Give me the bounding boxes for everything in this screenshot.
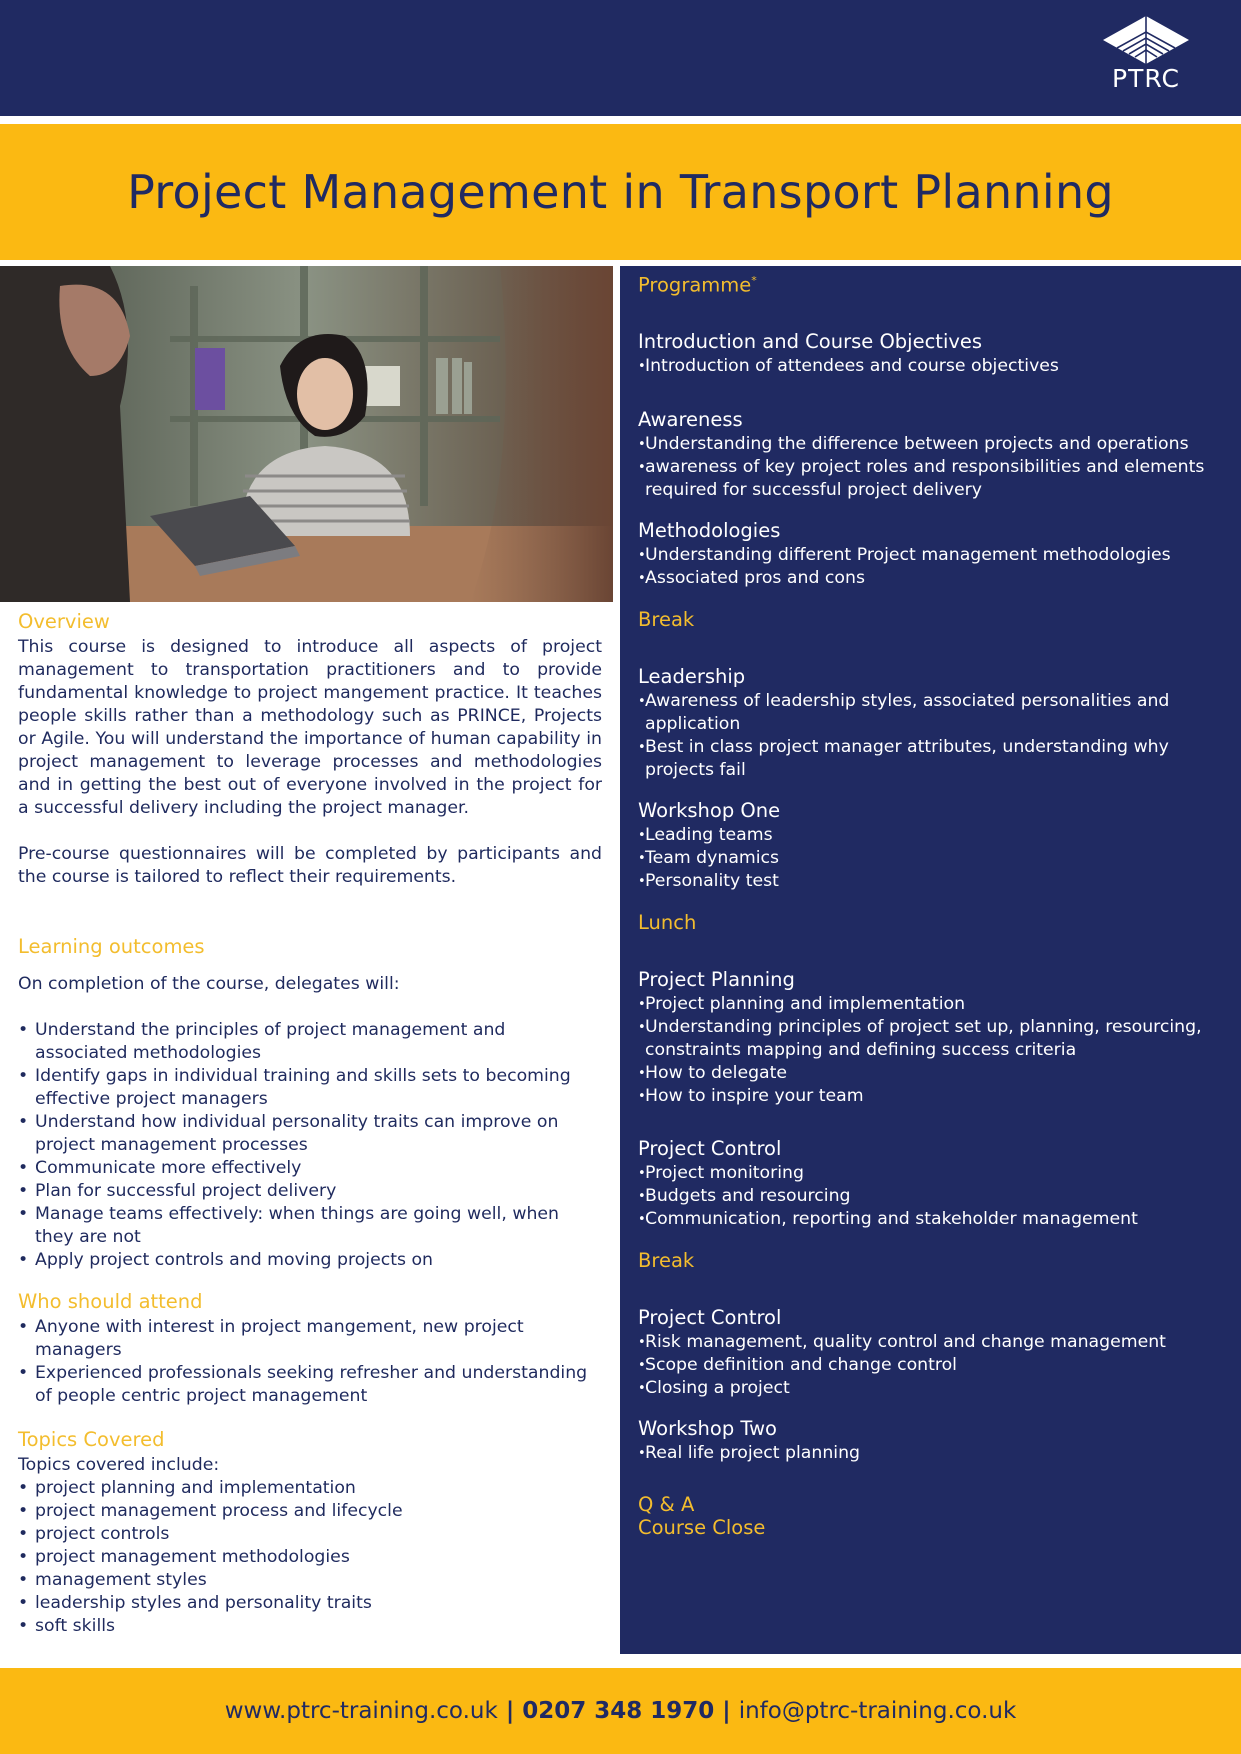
session-control-2-list — [638, 1331, 1228, 1400]
ptrc-logo — [1101, 14, 1191, 98]
asterisk-mark: * — [751, 274, 757, 287]
list-item: • Budgets and resourcing — [638, 1185, 1228, 1208]
logo-pyramid-icon — [1101, 14, 1191, 66]
list-item: • Communication, reporting and stakeholder management — [638, 1208, 1228, 1231]
session-workshop-two-list — [638, 1442, 1228, 1465]
list-item: • Understanding the difference between projects and operations — [638, 433, 1228, 456]
session-workshop-two-title: Workshop Two — [638, 1416, 777, 1440]
list-item: • project controls — [18, 1523, 602, 1546]
programme-heading — [638, 268, 1228, 299]
session-intro-list — [638, 355, 1228, 378]
session-planning-list — [638, 993, 1228, 1108]
list-item: • How to delegate — [638, 1062, 1228, 1085]
list-item: • Understand how individual personality traits can improve on project management processes — [18, 1111, 602, 1157]
list-item: • Project planning and implementation — [638, 993, 1228, 1016]
email-link[interactable]: info@ptrc-training.co.uk — [738, 1698, 1017, 1724]
list-item: • Team dynamics — [638, 847, 1228, 870]
list-item: • Understand the principles of project management and associated methodologies — [18, 1019, 602, 1065]
programme-heading-text: Programme — [638, 273, 752, 297]
list-item: • Experienced professionals seeking refresher and understanding of people centric project management — [18, 1362, 602, 1408]
break-label-2: Break — [638, 1248, 695, 1272]
qa-label: Q & A — [638, 1492, 695, 1516]
left-column — [18, 608, 602, 1638]
list-item: • Closing a project — [638, 1377, 1228, 1400]
list-item: • leadership styles and personality traits — [18, 1592, 602, 1615]
lunch-label: Lunch — [638, 910, 697, 934]
list-item: • Associated pros and cons — [638, 567, 1228, 590]
website-link[interactable]: www.ptrc-training.co.uk — [224, 1698, 498, 1724]
list-item: • Awareness of leadership styles, associated personalities and application — [638, 690, 1228, 736]
who-should-attend-heading: Who should attend — [18, 1290, 203, 1313]
list-item: • Best in class project manager attributes, understanding why projects fail — [638, 736, 1228, 782]
list-item: • Scope definition and change control — [638, 1354, 1228, 1377]
break-label-1: Break — [638, 607, 695, 631]
learning-outcomes-heading: Learning outcomes — [18, 935, 205, 958]
list-item: • Real life project planning — [638, 1442, 1228, 1465]
list-item: • management styles — [18, 1569, 602, 1592]
session-methodologies-list — [638, 544, 1228, 590]
list-item: • Manage teams effectively: when things are going well, when they are not — [18, 1203, 602, 1249]
course-close-label: Course Close — [638, 1515, 766, 1539]
phone-number[interactable]: 0207 348 1970 — [522, 1698, 715, 1724]
overview-heading: Overview — [18, 610, 110, 633]
separator: | — [505, 1698, 515, 1724]
header-band — [0, 0, 1241, 116]
list-item: • Leading teams — [638, 824, 1228, 847]
session-workshop-one-title: Workshop One — [638, 798, 781, 822]
list-item: • Risk management, quality control and change management — [638, 1331, 1228, 1354]
session-leadership-title: Leadership — [638, 664, 746, 688]
topics-covered-list — [18, 1477, 602, 1638]
session-control-2-title: Project Control — [638, 1305, 782, 1329]
list-item: • awareness of key project roles and responsibilities and elements required for successful project delivery — [638, 456, 1228, 502]
list-item: • Plan for successful project delivery — [18, 1180, 602, 1203]
title-band — [0, 124, 1241, 260]
list-item: • soft skills — [18, 1615, 602, 1638]
session-planning-title: Project Planning — [638, 967, 795, 991]
separator: | — [722, 1698, 731, 1724]
topics-covered-heading: Topics Covered — [18, 1428, 165, 1451]
learning-outcomes-list — [18, 1019, 602, 1272]
list-item: • Anyone with interest in project mangement, new project managers — [18, 1316, 602, 1362]
page-title: Project Management in Transport Planning — [127, 165, 1114, 219]
session-workshop-one-list — [638, 824, 1228, 893]
list-item: • Project monitoring — [638, 1162, 1228, 1185]
logo-text: PTRC — [1112, 64, 1180, 93]
list-item: • Understanding principles of project set up, planning, resourcing, constraints mapping and defining success criteria — [638, 1016, 1228, 1062]
session-intro-title: Introduction and Course Objectives — [638, 329, 983, 353]
session-control-1-list — [638, 1162, 1228, 1231]
list-item: • project management process and lifecycle — [18, 1500, 602, 1523]
list-item: • Understanding different Project management methodologies — [638, 544, 1228, 567]
session-methodologies-title: Methodologies — [638, 518, 781, 542]
footer-band — [0, 1668, 1241, 1754]
list-item: • Personality test — [638, 870, 1228, 893]
course-photo — [0, 266, 613, 602]
list-item: • project planning and implementation — [18, 1477, 602, 1500]
session-control-1-title: Project Control — [638, 1136, 782, 1160]
photo-icon — [0, 266, 613, 602]
session-awareness-list — [638, 433, 1228, 502]
list-item: • How to inspire your team — [638, 1085, 1228, 1108]
list-item: • Apply project controls and moving projects on — [18, 1249, 602, 1272]
list-item: • Introduction of attendees and course objectives — [638, 355, 1228, 378]
overview-paragraph-2: Pre-course questionnaires will be completed by participants and the course is tailored to reflect their requirements. — [18, 844, 602, 887]
programme-content — [638, 266, 1228, 1539]
who-should-attend-list — [18, 1316, 602, 1408]
programme-panel — [620, 266, 1241, 1654]
list-item: • project management methodologies — [18, 1546, 602, 1569]
overview-paragraph-1: This course is designed to introduce all aspects of project management to transportation practitioners and to provide fundamental knowledge to project mangement practice. It teaches people skills rather than a methodology such as PRINCE, Projects or Agile. You will understand the importance of human capability in project management to leverage processes and methodologies and in getting the best out of everyone involved in the project for a successful delivery including the project manager. — [18, 637, 602, 818]
session-leadership-list — [638, 690, 1228, 782]
list-item: • Identify gaps in individual training and skills sets to becoming effective project managers — [18, 1065, 602, 1111]
topics-intro: Topics covered include: — [18, 1455, 220, 1475]
learning-intro: On completion of the course, delegates will: — [18, 974, 400, 994]
session-awareness-title: Awareness — [638, 407, 743, 431]
list-item: • Communicate more effectively — [18, 1157, 602, 1180]
